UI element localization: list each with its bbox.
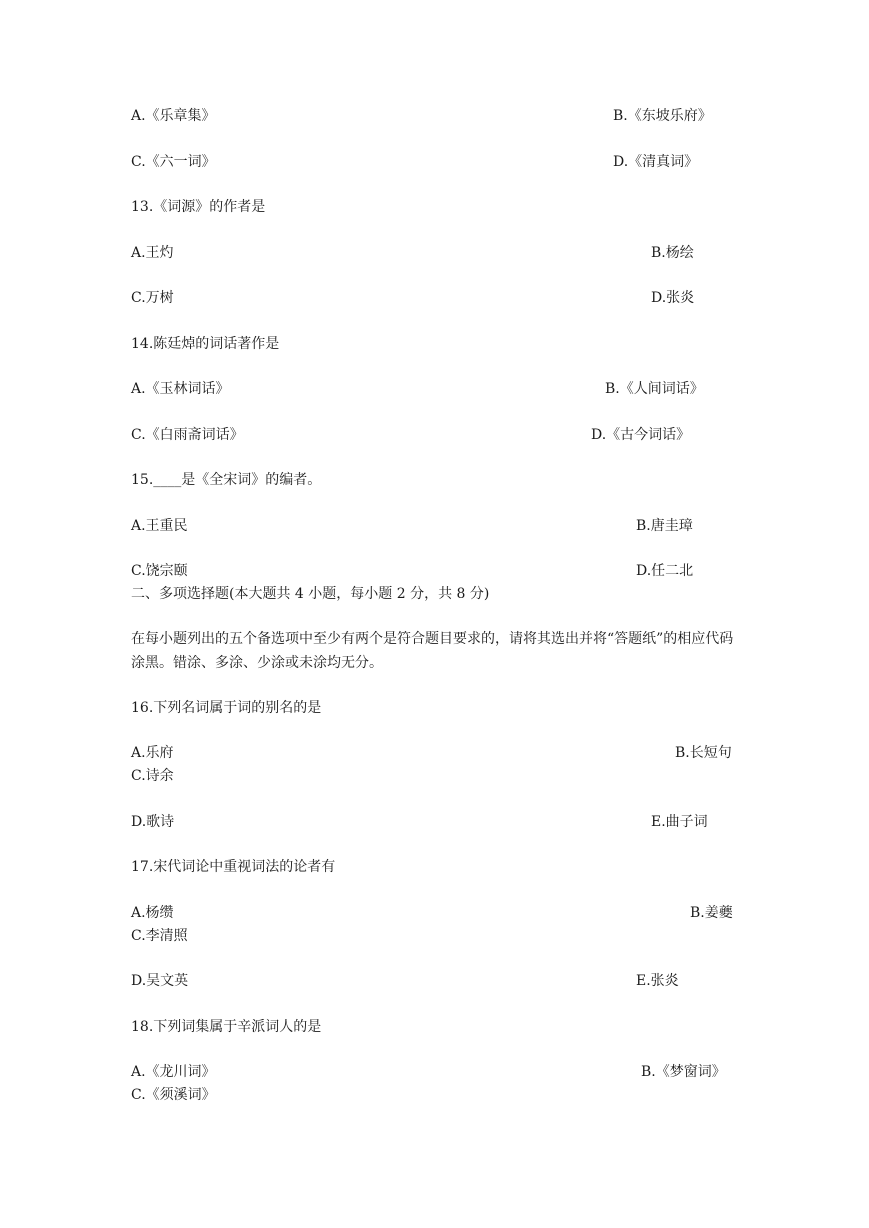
q12-option-c: C.《六一词》 [131, 154, 216, 170]
q16-stem: 16.下列名词属于词的别名的是 [131, 700, 322, 716]
q12-option-a: A.《乐章集》 [131, 108, 216, 124]
section-instructions: 在每小题列出的五个备选项中至少有两个是符合题目要求的，请将其选出并将“答题纸”的相应代码涂黑。错涂、多涂、少涂或未涂均无分。 [131, 631, 734, 671]
q18-stem: 18.下列词集属于辛派词人的是 [131, 1019, 322, 1035]
q14-option-a: A.《玉林词话》 [131, 381, 230, 397]
q15-stem: 15.____是《全宋词》的编者。 [131, 472, 322, 488]
q16-option-a: A.乐府 [131, 745, 174, 761]
q13-option-a: A.王灼 [131, 245, 174, 261]
q15-option-b: B.唐圭璋 [636, 518, 693, 534]
q16-option-c: C.诗余 [131, 768, 174, 784]
q14-option-c: C.《白雨斋词话》 [131, 427, 244, 443]
q18-option-a: A.《龙川词》 [131, 1064, 216, 1080]
q13-stem: 13.《词源》的作者是 [131, 199, 266, 215]
q16-option-b: B.长短句 [675, 745, 732, 761]
q12-option-b: B.《东坡乐府》 [613, 108, 712, 124]
q17-option-c: C.李清照 [131, 928, 188, 944]
q13-option-d: D.张炎 [651, 290, 695, 306]
q17-option-b: B.姜夔 [690, 905, 733, 921]
q14-option-d: D.《古今词话》 [591, 427, 691, 443]
q16-option-e: E.曲子词 [651, 814, 708, 830]
q13-option-c: C.万树 [131, 290, 174, 306]
q15-option-c: C.饶宗颐 [131, 563, 188, 579]
q15-option-a: A.王重民 [131, 518, 188, 534]
q15-option-d: D.任二北 [636, 563, 694, 579]
q13-option-b: B.杨绘 [651, 245, 694, 261]
q16-option-d: D.歌诗 [131, 814, 175, 830]
q17-stem: 17.宋代词论中重视词法的论者有 [131, 859, 336, 875]
q18-option-b: B.《梦窗词》 [641, 1064, 726, 1080]
q14-option-b: B.《人间词话》 [605, 381, 704, 397]
q12-option-d: D.《清真词》 [613, 154, 699, 170]
q17-option-d: D.吴文英 [131, 973, 189, 989]
q17-option-e: E.张炎 [636, 973, 679, 989]
q18-option-c: C.《须溪词》 [131, 1087, 216, 1103]
section-heading: 二、多项选择题(本大题共 4 小题，每小题 2 分，共 8 分) [131, 586, 490, 602]
q17-option-a: A.杨缵 [131, 905, 174, 921]
q14-stem: 14.陈廷焯的词话著作是 [131, 336, 280, 352]
